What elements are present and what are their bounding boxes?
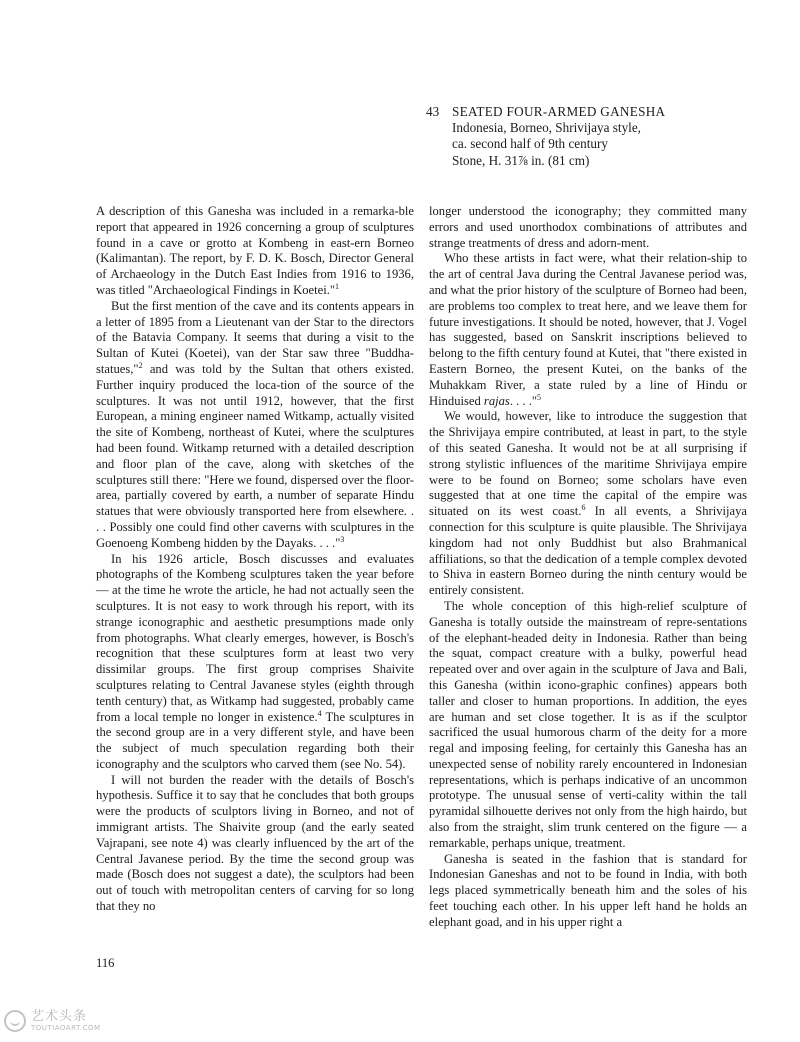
paragraph: We would, however, like to introduce the suggestion that the Shrivijaya empire contributed, at least in part, to the style of this seated Ganesha. It would not be at all surprising if strong stylistic influences of the maritime Shrivijaya empire were to be found on Borneo; some scholars have even suggested that at one time the capital of the empire was situated on its west coast.$^6$ In all events, a Shrivijaya connection for this sculpture is quite plausible. The Shrivijaya kingdom had not only Buddhist but also Brahmanical affiliations, so that the dedication of a temple complex devoted to Shiva in eastern Borneo during the ninth century would be entirely consistent. <box>429 409 748 598</box>
watermark-logo-icon <box>4 1010 26 1032</box>
watermark-english: TOUTIAOART.COM <box>31 1024 101 1032</box>
caption-date: ca. second half of 9th century <box>452 136 608 152</box>
paragraph: I will not burden the reader with the details of Bosch's hypothesis. Suffice it to say that he concludes that both groups were the products of sculptors living in Borneo, and not of immigrant artists. The Shaivite group (and the early seated Vajrapani, see note 4) was clearly influenced by the art of the Central Javanese period. By the time the second group was made (Bosch does not suggest a date), the sculptors had been out of touch with metropolitan centers of carving for so long that they no <box>96 772 414 914</box>
paragraph: But the first mention of the cave and its contents appears in a letter of 1895 from a Lieutenant van der Star to the directors of the Batavia Company. It seems that during a visit to the Sultan of Kutei (Koetei), van der Star saw three "Buddha-statues,"$^2$ and was told by the Sultan that others existed. Further inquiry produced the loca-tion of the source of the sculptures. It was not until 1912, however, that the first European, a mining engineer named Witkamp, actually visited the site of Kombeng, northeast of Kutei, where the sculptures had been found. Witkamp returned with a detailed description and floor plan of the cave, along with sketches of the sculptures still there: "Here we found, dispersed over the floor-area, partially covered by earth, a number of separate Hindu statues that were obviously transported here from elsewhere. . . . Possibly one could find other caverns with sculptures in the Goenoeng Kombeng hidden by the Dayaks. . . ."$^3$ <box>96 298 414 550</box>
footnote-ref: 5 <box>537 392 542 402</box>
footnote-ref: 2 <box>138 360 143 370</box>
plate-caption <box>426 104 756 169</box>
site-watermark <box>4 1010 101 1032</box>
caption-medium: Stone, H. 31⅞ in. (81 cm) <box>452 152 590 168</box>
paragraph: The whole conception of this high-relief sculpture of Ganesha is totally outside the mainstream of repre-sentations of the elephant-headed deity in Indonesia. Rather than being the squat, compact creature with a bulky, powerful head repeated over and over again in the sculpture of Java and Bali, this Ganesha (within icono-graphic confines) appears both taller and closer to human proportions. In addition, the eyes are human and set close together. It is as if the sculptor sacrificed the usual humorous charm of the deity for a more regal and imposing feeling, for certainly this Ganesha has an unexpected sense of nobility rarely encountered in Indonesian representations, which is perhaps indicative of an uncommon prototype. The unusual sense of verti-cality within the tall pyramidal silhouette derives not only from the high hairdo, but also from the straight, slim trunk centered on the figure — a remarkable, perhaps unique, treatment. <box>429 598 747 850</box>
paragraph: In his 1926 article, Bosch discusses and evaluates photographs of the Kombeng sculptures taken the year before — at the time he wrote the article, he had not actually seen the sculptures. It is not easy to work through his report, with its strange iconographic and aesthetic presumptions made only from photographs. What clearly emerges, however, is Bosch's recognition that these sculptures form at least two very dissimilar groups. The first group comprises Shaivite sculptures relating to Central Javanese styles (eighth through tenth century) that, as Witkamp had suggested, probably came from a local temple no longer in existence.$^4$ The sculptures in the second group are in a very different style, and have been the subject of much speculation regarding both their iconography and the sculptors who carved them (see No. 54). <box>96 551 414 771</box>
caption-origin: Indonesia, Borneo, Shrivijaya style, <box>452 120 641 136</box>
paragraph: A description of this Ganesha was included in a remarka-ble report that appeared in 1926 concerning a group of sculptures found in a cave or grotto at Kombeng in east-ern Borneo (Kalimantan). The report, by F. D. K. Bosch, Director General of Archaeology in the Dutch East Indies from 1916 to 1936, was titled "Archaeological Findings in Koetei."$^1$ <box>96 204 414 297</box>
paragraph: Ganesha is seated in the fashion that is standard for Indonesian Ganeshas and not to be found in India, with both legs placed symmetrically beneath him and the soles of his feet touching each other. In his upper left hand he holds an elephant goad, and in his upper right a <box>429 851 747 929</box>
footnote-ref: 3 <box>340 534 345 544</box>
right-text-column <box>429 204 747 931</box>
paragraph: Who these artists in fact were, what their relation-ship to the art of central Java during the Central Javanese period was, and what the prior history of the sculpture of Borneo had been, are problems too complex to treat here, and we leave them for future investigations. It should be noted, however, that J. Vogel has suggested, based on Sanskrit inscriptions believed to belong to the fifth century found at Kutei, that "there existed in Eastern Borneo, the present Kutei, on the banks of the Muhakkam River, a state ruled by a line of Hindu or Hinduised rajas. . . ."$^5$ <box>429 251 747 408</box>
caption-title-line <box>426 104 756 120</box>
left-text-column <box>96 204 414 915</box>
plate-title: SEATED FOUR-ARMED GANESHA <box>452 104 666 119</box>
footnote-ref: 6 <box>581 502 586 512</box>
footnote-ref: 4 <box>317 708 322 718</box>
page-number: 116 <box>96 956 115 970</box>
watermark-chinese: 艺术头条 <box>31 1009 88 1024</box>
italic-term: rajas <box>483 393 510 408</box>
footnote-ref: 1 <box>335 281 340 291</box>
paragraph: longer understood the iconography; they committed many errors and used unorthodox combinations of attributes and strange treatments of dress and adorn-ment. <box>429 204 747 250</box>
plate-number: 43 <box>426 104 440 119</box>
